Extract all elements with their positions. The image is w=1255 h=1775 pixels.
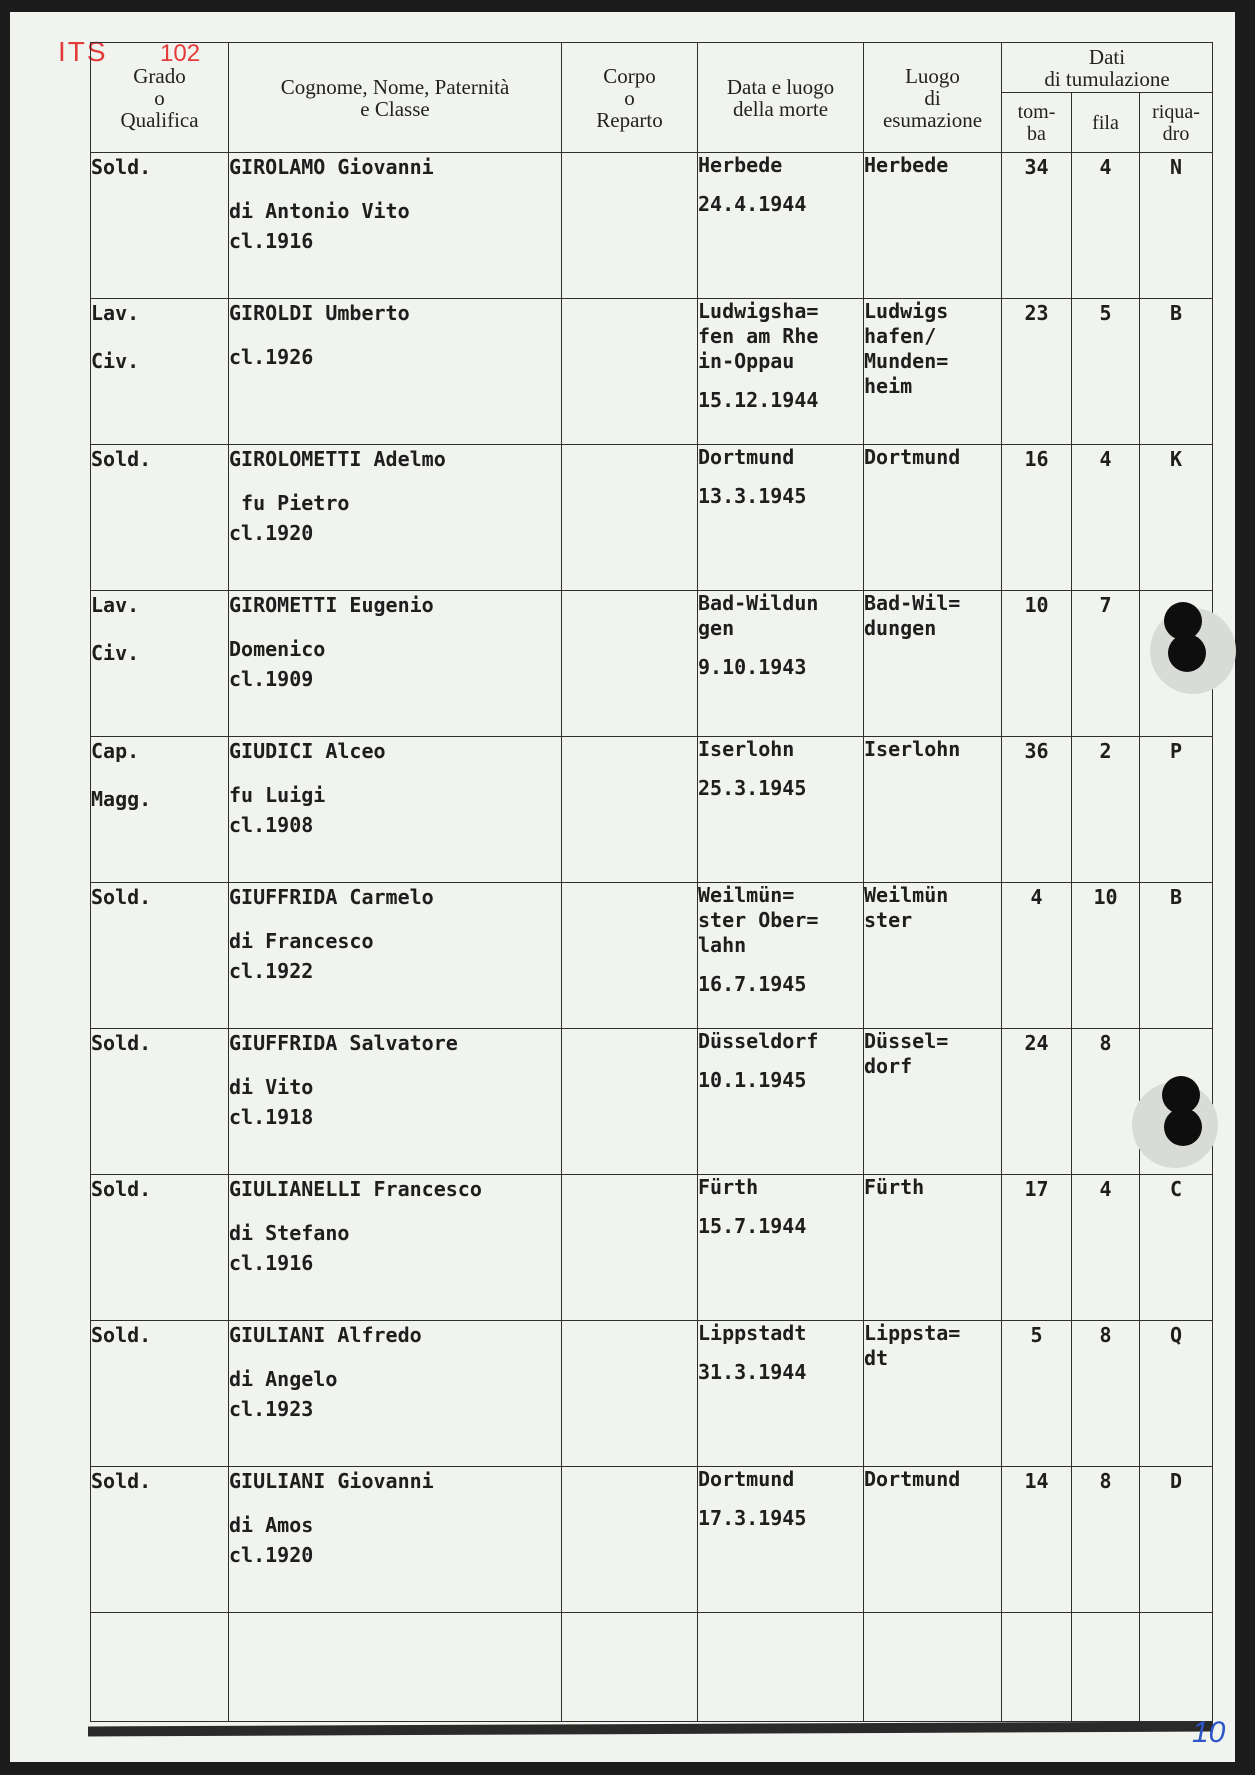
tomba-cell: 16 <box>1002 445 1072 591</box>
person-name: GIULIANELLI Francesco <box>229 1177 482 1201</box>
riquadro-cell: C <box>1140 1175 1213 1321</box>
header-data-morte: Data e luogo della morte <box>698 43 864 153</box>
exhumation-cell: Dortmund <box>864 445 1002 591</box>
riquadro-cell: N <box>1140 153 1213 299</box>
riquadro-cell: D <box>1140 1467 1213 1613</box>
death-cell <box>698 883 864 1029</box>
grado-cell <box>91 1029 229 1175</box>
exhumation-cell: Iserlohn <box>864 737 1002 883</box>
death-place: Düsseldorf <box>698 1029 819 1053</box>
name-cell <box>229 591 562 737</box>
tomba-cell: 23 <box>1002 299 1072 445</box>
class-year: cl.1923 <box>229 1397 314 1421</box>
death-cell <box>698 1029 864 1175</box>
empty-cell <box>562 1613 698 1722</box>
grado-line-2: Civ. <box>91 641 140 665</box>
table-row <box>91 445 1213 591</box>
death-cell <box>698 299 864 445</box>
header-fila: fila <box>1072 93 1140 153</box>
fila-cell: 8 <box>1072 1321 1140 1467</box>
exhumation-cell: Ludwigs hafen/ Munden= heim <box>864 299 1002 445</box>
class-year: cl.1909 <box>229 667 314 691</box>
name-cell <box>229 737 562 883</box>
header-tomba: tom- ba <box>1002 93 1072 153</box>
death-date: 31.3.1944 <box>698 1360 807 1384</box>
exhumation-cell: Fürth <box>864 1175 1002 1321</box>
fila-cell: 4 <box>1072 445 1140 591</box>
person-name: GIROLDI Umberto <box>229 301 410 325</box>
person-name: GIUDICI Alceo <box>229 739 386 763</box>
grado-line-1: Sold. <box>91 1177 152 1201</box>
death-date: 15.7.1944 <box>698 1214 807 1238</box>
exhumation-cell: Bad-Wil= dungen <box>864 591 1002 737</box>
name-cell <box>229 1321 562 1467</box>
death-date: 24.4.1944 <box>698 192 807 216</box>
grado-line-1: Sold. <box>91 885 152 909</box>
exhumation-cell: Herbede <box>864 153 1002 299</box>
riquadro-cell: Q <box>1140 1321 1213 1467</box>
archive-stamp-number: 102 <box>160 40 201 67</box>
death-cell <box>698 591 864 737</box>
table-row <box>91 883 1213 1029</box>
paternity: di Amos <box>229 1513 314 1537</box>
grado-cell <box>91 445 229 591</box>
death-date: 15.12.1944 <box>698 388 819 412</box>
death-date: 16.7.1945 <box>698 972 807 996</box>
riquadro-cell: B <box>1140 299 1213 445</box>
paternity: di Angelo <box>229 1367 338 1391</box>
death-date: 13.3.1945 <box>698 484 807 508</box>
tomba-cell: 34 <box>1002 153 1072 299</box>
header-corpo: Corpo o Reparto <box>562 43 698 153</box>
exhumation-cell: Düssel= dorf <box>864 1029 1002 1175</box>
death-cell <box>698 153 864 299</box>
grado-line-1: Sold. <box>91 1323 152 1347</box>
grado-line-1: Sold. <box>91 1031 152 1055</box>
tomba-cell: 14 <box>1002 1467 1072 1613</box>
class-year: cl.1908 <box>229 813 314 837</box>
table-row <box>91 1029 1213 1175</box>
exhumation-cell: Lippsta= dt <box>864 1321 1002 1467</box>
paternity: Domenico <box>229 637 326 661</box>
name-cell <box>229 883 562 1029</box>
corpo-cell <box>562 299 698 445</box>
empty-cell <box>1140 1613 1213 1722</box>
person-name: GIROLAMO Giovanni <box>229 155 434 179</box>
burial-register-table <box>90 42 1213 1722</box>
person-name: GIROMETTI Eugenio <box>229 593 434 617</box>
death-place: Iserlohn <box>698 737 795 761</box>
grado-line-1: Sold. <box>91 447 152 471</box>
header-riquadro: riqua- dro <box>1140 93 1213 153</box>
corpo-cell <box>562 1467 698 1613</box>
grado-line-1: Lav. <box>91 301 140 325</box>
tomba-cell: 5 <box>1002 1321 1072 1467</box>
name-cell <box>229 1175 562 1321</box>
empty-table-row <box>91 1613 1213 1722</box>
fila-cell: 4 <box>1072 1175 1140 1321</box>
death-place: Dortmund <box>698 1467 795 1491</box>
fila-cell: 7 <box>1072 591 1140 737</box>
death-place: Weilmün= ster Ober= lahn <box>698 883 819 957</box>
grado-cell <box>91 1175 229 1321</box>
class-year: cl.1916 <box>229 1251 314 1275</box>
riquadro-cell: K <box>1140 445 1213 591</box>
fila-cell: 2 <box>1072 737 1140 883</box>
death-place: Herbede <box>698 153 783 177</box>
person-name: GIUFFRIDA Carmelo <box>229 885 434 909</box>
death-place: Lippstadt <box>698 1321 807 1345</box>
grado-cell <box>91 591 229 737</box>
death-date: 25.3.1945 <box>698 776 807 800</box>
tomba-cell: 24 <box>1002 1029 1072 1175</box>
death-place: Bad-Wildun gen <box>698 591 819 640</box>
riquadro-cell: B <box>1140 883 1213 1029</box>
tomba-cell: 17 <box>1002 1175 1072 1321</box>
corpo-cell <box>562 883 698 1029</box>
table-row <box>91 153 1213 299</box>
death-date: 9.10.1943 <box>698 655 807 679</box>
exhumation-cell: Dortmund <box>864 1467 1002 1613</box>
name-cell <box>229 445 562 591</box>
empty-cell <box>229 1613 562 1722</box>
person-name: GIULIANI Alfredo <box>229 1323 422 1347</box>
empty-cell <box>91 1613 229 1722</box>
header-grado: Grado o Qualifica <box>91 43 229 153</box>
person-name: GIUFFRIDA Salvatore <box>229 1031 458 1055</box>
fila-cell: 5 <box>1072 299 1140 445</box>
grado-line-2: Magg. <box>91 787 152 811</box>
name-cell <box>229 153 562 299</box>
table-row <box>91 1175 1213 1321</box>
riquadro-cell: P <box>1140 737 1213 883</box>
archive-stamp: ITS <box>58 36 108 67</box>
empty-cell <box>698 1613 864 1722</box>
paternity: fu Pietro <box>229 491 350 515</box>
grado-line-1: Sold. <box>91 155 152 179</box>
corpo-cell <box>562 737 698 883</box>
table-row <box>91 1321 1213 1467</box>
death-cell <box>698 1467 864 1613</box>
paternity: di Antonio Vito <box>229 199 410 223</box>
name-cell <box>229 299 562 445</box>
death-cell <box>698 1175 864 1321</box>
grado-line-2: Civ. <box>91 349 140 373</box>
name-cell <box>229 1029 562 1175</box>
header-dati-tumulazione: Dati di tumulazione <box>1002 43 1213 93</box>
grado-line-1: Cap. <box>91 739 140 763</box>
header-cognome: Cognome, Nome, Paternità e Classe <box>229 43 562 153</box>
grado-cell <box>91 299 229 445</box>
person-name: GIROLOMETTI Adelmo <box>229 447 446 471</box>
fila-cell: 8 <box>1072 1467 1140 1613</box>
empty-cell <box>1002 1613 1072 1722</box>
fila-cell: 4 <box>1072 153 1140 299</box>
death-place: Dortmund <box>698 445 795 469</box>
table-row <box>91 299 1213 445</box>
class-year: cl.1926 <box>229 345 314 369</box>
class-year: cl.1916 <box>229 229 314 253</box>
death-cell <box>698 737 864 883</box>
corpo-cell <box>562 153 698 299</box>
grado-cell <box>91 1321 229 1467</box>
page-number: 10 <box>1192 1716 1226 1749</box>
tomba-cell: 4 <box>1002 883 1072 1029</box>
death-date: 10.1.1945 <box>698 1068 807 1092</box>
class-year: cl.1920 <box>229 521 314 545</box>
death-cell <box>698 1321 864 1467</box>
empty-cell <box>1072 1613 1140 1722</box>
death-cell <box>698 445 864 591</box>
person-name: GIULIANI Giovanni <box>229 1469 434 1493</box>
table-row <box>91 737 1213 883</box>
exhumation-cell: Weilmün ster <box>864 883 1002 1029</box>
grado-cell <box>91 737 229 883</box>
tomba-cell: 10 <box>1002 591 1072 737</box>
corpo-cell <box>562 445 698 591</box>
paternity: di Stefano <box>229 1221 350 1245</box>
grado-cell <box>91 883 229 1029</box>
corpo-cell <box>562 591 698 737</box>
corpo-cell <box>562 1029 698 1175</box>
paternity: fu Luigi <box>229 783 326 807</box>
death-date: 17.3.1945 <box>698 1506 807 1530</box>
grado-cell <box>91 153 229 299</box>
punch-hole-lower-b <box>1164 1108 1202 1146</box>
class-year: cl.1918 <box>229 1105 314 1129</box>
corpo-cell <box>562 1175 698 1321</box>
table-row <box>91 1467 1213 1613</box>
fila-cell: 10 <box>1072 883 1140 1029</box>
grado-line-1: Lav. <box>91 593 140 617</box>
grado-cell <box>91 1467 229 1613</box>
tomba-cell: 36 <box>1002 737 1072 883</box>
fila-cell: 8 <box>1072 1029 1140 1175</box>
header-luogo-esumazione: Luogo di esumazione <box>864 43 1002 153</box>
death-place: Ludwigsha= fen am Rhe in-Oppau <box>698 299 819 373</box>
paternity: di Francesco <box>229 929 374 953</box>
death-place: Fürth <box>698 1175 759 1199</box>
class-year: cl.1920 <box>229 1543 314 1567</box>
class-year: cl.1922 <box>229 959 314 983</box>
punch-hole-upper-b <box>1168 634 1206 672</box>
grado-line-1: Sold. <box>91 1469 152 1493</box>
empty-cell <box>864 1613 1002 1722</box>
paternity: di Vito <box>229 1075 314 1099</box>
name-cell <box>229 1467 562 1613</box>
table-row <box>91 591 1213 737</box>
corpo-cell <box>562 1321 698 1467</box>
